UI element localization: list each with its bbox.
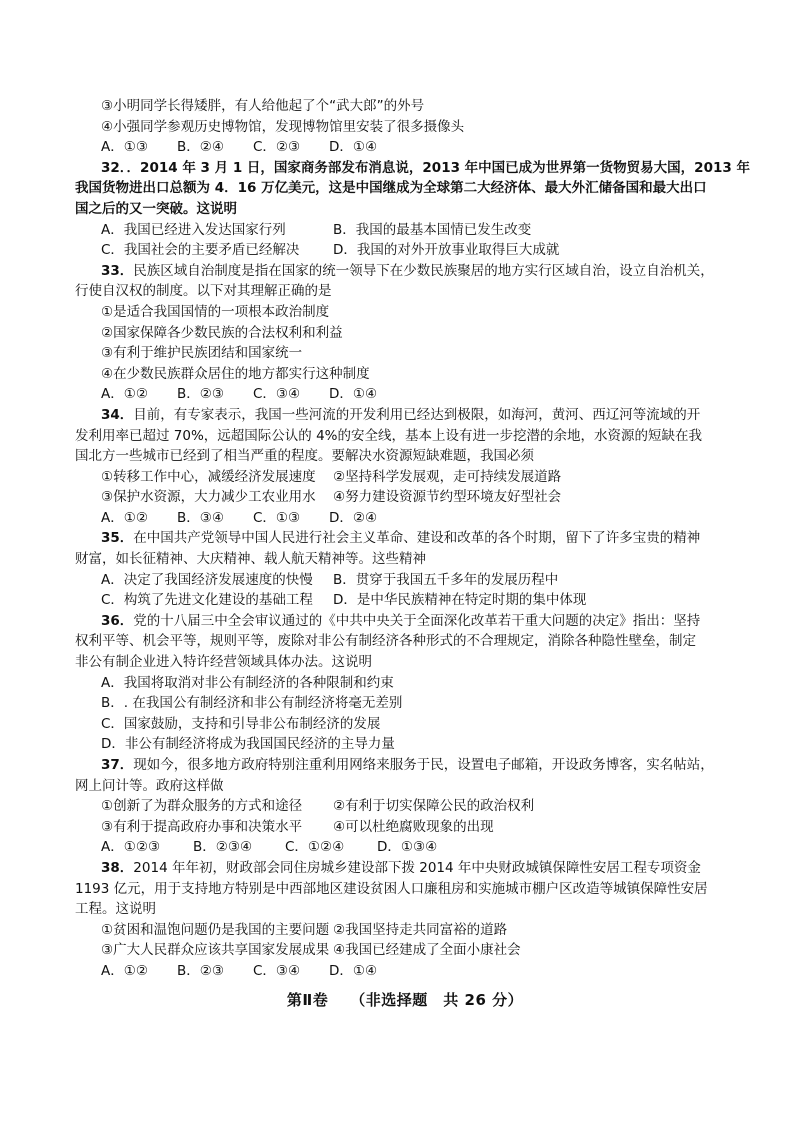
q35-options-row-2 [75, 590, 735, 611]
q38-number: 38． [101, 859, 134, 876]
q38-option-a[interactable]: A．①② [101, 962, 148, 979]
q38-options [75, 961, 735, 982]
q34-stem-line-1: 34．目前，有专家表示，我国一些河流的开发利用已经达到极限，如海河，黄河、西辽河等流域的开 [101, 406, 701, 423]
q33-stem-line-1: 33．民族区域自治制度是指在国家的统一领导下在少数民族聚居的地方实行区域自治，设立自治机关， [101, 262, 714, 279]
q33-options [75, 384, 735, 405]
q37-item-3: ③有利于提高政府办事和决策水平 [101, 818, 303, 835]
q34-option-c[interactable]: C．①③ [253, 509, 301, 526]
q31-option-a[interactable]: A．①③ [101, 139, 148, 156]
q33-item-2: ②国家保障各少数民族的合法权利和利益 [101, 324, 343, 341]
q33-option-d[interactable]: D．①④ [329, 386, 378, 403]
q36-option-c[interactable]: C．国家鼓励，支持和引导非公布制经济的发展 [101, 715, 381, 732]
q32-option-a[interactable]: A．我国已经进入发达国家行列 [101, 221, 286, 238]
q36-option-b[interactable]: B．. 在我国公有制经济和非公有制经济将毫无差别 [101, 695, 403, 712]
q33-item-4: ④在少数民族群众居住的地方都实行这种制度 [101, 365, 370, 382]
q38-option-b[interactable]: B．②③ [177, 962, 224, 979]
q33-item-3: ③有利于维护民族团结和国家统一 [101, 345, 303, 362]
q35-options-row-1 [75, 570, 735, 591]
q37-item-2: ②有利于切实保障公民的政治权利 [333, 798, 535, 815]
q38-stem-line-1: 38．2014 年年初，财政部会同住房城乡建设部下拨 2014 年中央财政城镇保障性安居工程专项资金 [101, 859, 701, 876]
q32-options-row-2 [75, 240, 735, 261]
q37-item-4: ④可以杜绝腐败现象的出现 [333, 818, 494, 835]
q34-stem-line-3: 国北方一些城市已经到了相当严重的程度。要解决水资源短缺难题，我国必须 [75, 448, 534, 465]
q32-option-d[interactable]: D．我国的对外开放事业取得巨大成就 [333, 242, 560, 259]
q34-number: 34． [101, 406, 134, 423]
q34-option-a[interactable]: A．①② [101, 509, 148, 526]
q37-option-b[interactable]: B．②③④ [193, 839, 253, 856]
q37-item-1: ①创新了为群众服务的方式和途径 [101, 798, 303, 815]
q34-item-2: ②坚持科学发展观，走可持续发展道路 [333, 468, 562, 485]
q38-option-c[interactable]: C．③④ [253, 962, 301, 979]
q37-option-c[interactable]: C．①②④ [285, 839, 345, 856]
q36-option-a[interactable]: A．我国将取消对非公有制经济的各种限制和约束 [101, 674, 394, 691]
q32-stem-line-1: 32．．2014 年 3 月 1 日，国家商务部发布消息说，2013 年中国已成为世界第一货物贸易大国，2013 年 [101, 159, 750, 176]
q38-option-d[interactable]: D．①④ [329, 962, 378, 979]
q36-stem-line-2: 权利平等、机会平等，规则平等，废除对非公有制经济各种形式的不合理规定，消除各种隐性壁垒，制定 [75, 633, 696, 650]
q34-stem-line-2: 发利用率已超过 70%，远超国际公认的 4%的安全线，基本上设有进一步挖潜的余地，水资源的短缺在我 [75, 427, 703, 444]
q38-stem-line-2: 1193 亿元，用于支持地方特别是中西部地区建设贫困人口廉租房和实施城市棚户区改造等城镇保障性安居 [75, 880, 708, 897]
q37-options [75, 837, 735, 858]
q35-stem-line-2: 财富，如长征精神、大庆精神、载人航天精神等。这些精神 [75, 551, 426, 568]
q38-item-3: ③广大人民群众应该共享国家发展成果 [101, 942, 330, 959]
q32-stem-line-2: 我国货物进出口总额为 4．16 万亿美元，这是中国继成为全球第二大经济体、最大外汇储备国和最大出口 [75, 180, 707, 197]
q34-items-row-2 [75, 487, 735, 508]
q34-item-3: ③保护水资源，大力减少工农业用水 [101, 489, 316, 506]
q32-option-b[interactable]: B．我国的最基本国情已发生改变 [333, 221, 532, 238]
q35-option-b[interactable]: B．贯穿于我国五千多年的发展历程中 [333, 571, 559, 588]
q37-option-a[interactable]: A．①②③ [101, 839, 161, 856]
q34-options [75, 508, 735, 529]
q32-number: 32．． [101, 159, 141, 176]
section-subtitle: （非选择题 共 26 分） [350, 990, 524, 1009]
q37-stem-line-2: 网上问计等。政府这样做 [75, 777, 224, 794]
q33-option-b[interactable]: B．②③ [177, 386, 224, 403]
q37-stem-line-1: 37．现如今，很多地方政府特别注重利用网络来服务于民，设置电子邮箱，开设政务博客，实名帖站， [101, 757, 714, 773]
q31-options [75, 137, 735, 158]
q38-item-4: ④我国已经建成了全面小康社会 [333, 942, 521, 959]
section-title: 第Ⅱ卷 [286, 990, 329, 1009]
q31-item-4: ④小强同学参观历史博物馆，发现博物馆里安装了很多摄像头 [101, 118, 465, 135]
q34-option-d[interactable]: D．②④ [329, 509, 378, 526]
q36-stem-line-1: 36．党的十八届三中全会审议通过的《中共中央关于全面深化改革若干重大问题的决定》指出：坚持 [101, 612, 701, 629]
q35-option-c[interactable]: C．构筑了先进文化建设的基础工程 [101, 592, 313, 609]
q38-item-1: ①贫困和温饱问题仍是我国的主要问题 [101, 921, 330, 938]
q32-option-c[interactable]: C．我国社会的主要矛盾已经解决 [101, 242, 300, 259]
q31-option-b[interactable]: B．②④ [177, 139, 224, 156]
q37-items-row-1 [75, 796, 735, 817]
q36-option-d[interactable]: D．非公有制经济将成为我国国民经济的主导力量 [101, 736, 395, 753]
q31-option-c[interactable]: C．②③ [253, 139, 301, 156]
q31-option-d[interactable]: D．①④ [329, 139, 378, 156]
q38-item-2: ②我国坚持走共同富裕的道路 [333, 921, 508, 938]
q33-number: 33． [101, 262, 134, 279]
q33-item-1: ①是适合我国国情的一项根本政治制度 [101, 303, 330, 320]
q37-items-row-2 [75, 817, 735, 838]
q33-stem-line-2: 行使自汉权的制度。以下对其理解正确的是 [75, 283, 332, 300]
q34-items-row-1 [75, 467, 735, 488]
q33-option-a[interactable]: A．①② [101, 386, 148, 403]
q31-item-3: ③小明同学长得矮胖，有人给他起了个“武大郎”的外号 [101, 98, 425, 114]
q38-stem-line-3: 工程。这说明 [75, 901, 156, 918]
q38-items-row-1 [75, 920, 735, 941]
q34-option-b[interactable]: B．③④ [177, 509, 224, 526]
q34-item-4: ④努力建设资源节约型环境友好型社会 [333, 489, 562, 506]
q37-number: 37． [101, 757, 134, 773]
q32-stem-line-3: 国之后的又一突破。这说明 [75, 200, 237, 217]
q35-option-d[interactable]: D．是中华民族精神在特定时期的集中体现 [333, 592, 587, 609]
q35-number: 35． [101, 530, 134, 547]
q37-option-d[interactable]: D．①③④ [377, 839, 438, 856]
section-heading [75, 990, 735, 1011]
q36-number: 36． [101, 612, 134, 629]
page-content [75, 96, 750, 1010]
q38-items-row-2 [75, 940, 735, 961]
q35-stem-line-1: 35．在中国共产党领导中国人民进行社会主义革命、建设和改革的各个时期，留下了许多宝贵的精神 [101, 530, 701, 547]
q33-option-c[interactable]: C．③④ [253, 386, 301, 403]
q32-options-row-1 [75, 220, 735, 241]
q36-stem-line-3: 非公有制企业进入特许经营领域具体办法。这说明 [75, 654, 372, 671]
q34-item-1: ①转移工作中心，减缓经济发展速度 [101, 468, 316, 485]
q35-option-a[interactable]: A．决定了我国经济发展速度的快慢 [101, 571, 313, 588]
